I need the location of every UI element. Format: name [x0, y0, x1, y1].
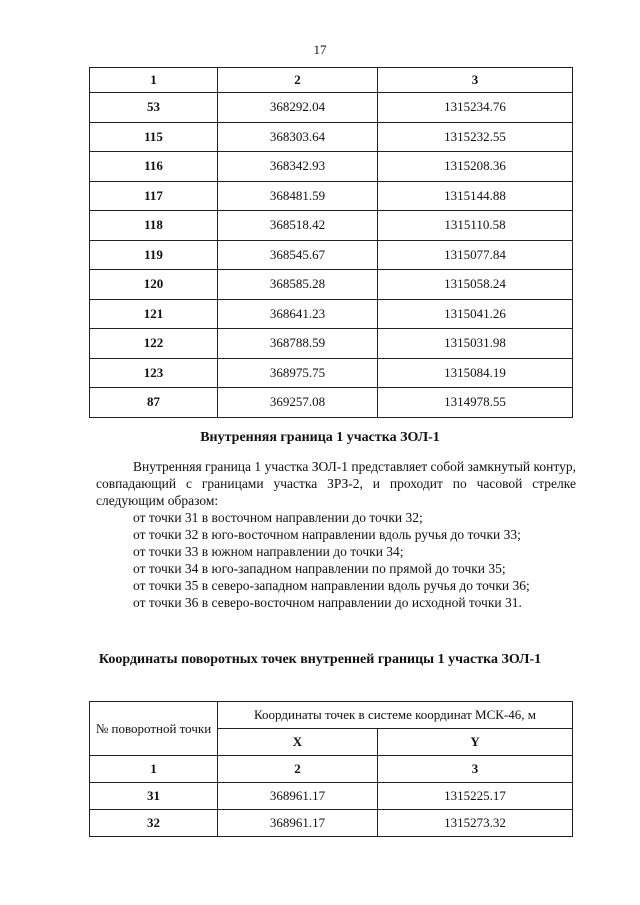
point-number-cell: 116: [90, 152, 218, 182]
table-row: [90, 783, 573, 810]
point-number-cell: 115: [90, 122, 218, 152]
point-number-cell: 123: [90, 358, 218, 388]
boundary-description: [96, 458, 576, 611]
y-coordinate-cell: 1315144.88: [378, 181, 573, 211]
x-coordinate-cell: 368481.59: [218, 181, 378, 211]
table-row: [90, 93, 573, 123]
x-coordinate-cell: 368961.17: [218, 783, 378, 810]
point-number-cell: 121: [90, 299, 218, 329]
table-row: [90, 299, 573, 329]
table-cell: 3: [378, 68, 573, 93]
y-coordinate-cell: 1315225.17: [378, 783, 573, 810]
table-row: [90, 270, 573, 300]
point-number-cell: 87: [90, 388, 218, 418]
boundary-line: от точки 35 в северо-западном направлении вдоль ручья до точки 36;: [133, 578, 530, 593]
boundary-intro: Внутренняя граница 1 участка ЗОЛ-1 представляет собой замкнутый контур, совпадающий с границами участка ЗРЗ-2, и проходит по часовой стрелке следующим образом:: [96, 459, 576, 508]
section-heading-coordinates: Координаты поворотных точек внутренней границы 1 участка ЗОЛ-1: [98, 652, 542, 667]
table-header-row: [90, 702, 573, 729]
table-row: [90, 329, 573, 359]
x-coordinate-cell: 368788.59: [218, 329, 378, 359]
y-coordinate-cell: 1315084.19: [378, 358, 573, 388]
table-cell: 3: [378, 756, 573, 783]
x-coordinate-cell: 368975.75: [218, 358, 378, 388]
x-coordinate-cell: 369257.08: [218, 388, 378, 418]
table-numbering-row: [90, 756, 573, 783]
page-number: 17: [313, 42, 327, 57]
inner-boundary-coordinates-table: [89, 701, 573, 837]
boundary-line: от точки 36 в северо-восточном направлении до исходной точки 31.: [133, 595, 522, 610]
point-number-header: № поворотной точки: [90, 702, 218, 756]
y-coordinate-cell: 1315077.84: [378, 240, 573, 270]
point-number-cell: 53: [90, 93, 218, 123]
boundary-line: от точки 32 в юго-восточном направлении вдоль ручья до точки 33;: [133, 527, 521, 542]
table-cell: 1: [90, 68, 218, 93]
point-number-cell: 118: [90, 211, 218, 241]
table-row: [90, 152, 573, 182]
table-cell: 2: [218, 756, 378, 783]
y-coordinate-cell: 1315234.76: [378, 93, 573, 123]
y-coordinate-cell: 1315208.36: [378, 152, 573, 182]
x-coordinate-cell: 368961.17: [218, 810, 378, 837]
section-heading-inner-boundary: Внутренняя граница 1 участка ЗОЛ-1: [200, 430, 440, 445]
table-row: [90, 388, 573, 418]
x-coordinate-cell: 368641.23: [218, 299, 378, 329]
x-coordinate-cell: 368518.42: [218, 211, 378, 241]
boundary-line: от точки 31 в восточном направлении до точки 32;: [133, 510, 423, 525]
x-coordinate-cell: 368292.04: [218, 93, 378, 123]
y-coordinate-cell: 1314978.55: [378, 388, 573, 418]
x-coordinate-cell: 368303.64: [218, 122, 378, 152]
point-number-cell: 120: [90, 270, 218, 300]
x-coordinate-cell: 368585.28: [218, 270, 378, 300]
point-number-cell: 122: [90, 329, 218, 359]
table-cell: 2: [218, 68, 378, 93]
table-row: [90, 122, 573, 152]
x-coordinate-cell: 368342.93: [218, 152, 378, 182]
y-coordinate-cell: 1315041.26: [378, 299, 573, 329]
table-row: [90, 810, 573, 837]
point-number-cell: 117: [90, 181, 218, 211]
x-header: X: [218, 729, 378, 756]
table-numbering-row: [90, 68, 573, 93]
y-coordinate-cell: 1315110.58: [378, 211, 573, 241]
boundary-line: от точки 34 в юго-западном направлении по прямой до точки 35;: [133, 561, 506, 576]
table-row: [90, 358, 573, 388]
table-cell: 1: [90, 756, 218, 783]
y-coordinate-cell: 1315273.32: [378, 810, 573, 837]
table-row: [90, 240, 573, 270]
y-coordinate-cell: 1315232.55: [378, 122, 573, 152]
boundary-line: от точки 33 в южном направлении до точки 34;: [133, 544, 404, 559]
point-number-cell: 32: [90, 810, 218, 837]
y-header: Y: [378, 729, 573, 756]
coordinates-table-continued: [89, 67, 573, 418]
point-number-cell: 31: [90, 783, 218, 810]
y-coordinate-cell: 1315031.98: [378, 329, 573, 359]
point-number-cell: 119: [90, 240, 218, 270]
table-row: [90, 211, 573, 241]
table-row: [90, 181, 573, 211]
y-coordinate-cell: 1315058.24: [378, 270, 573, 300]
x-coordinate-cell: 368545.67: [218, 240, 378, 270]
coordinates-header: Координаты точек в системе координат МСК-46, м: [218, 702, 573, 729]
